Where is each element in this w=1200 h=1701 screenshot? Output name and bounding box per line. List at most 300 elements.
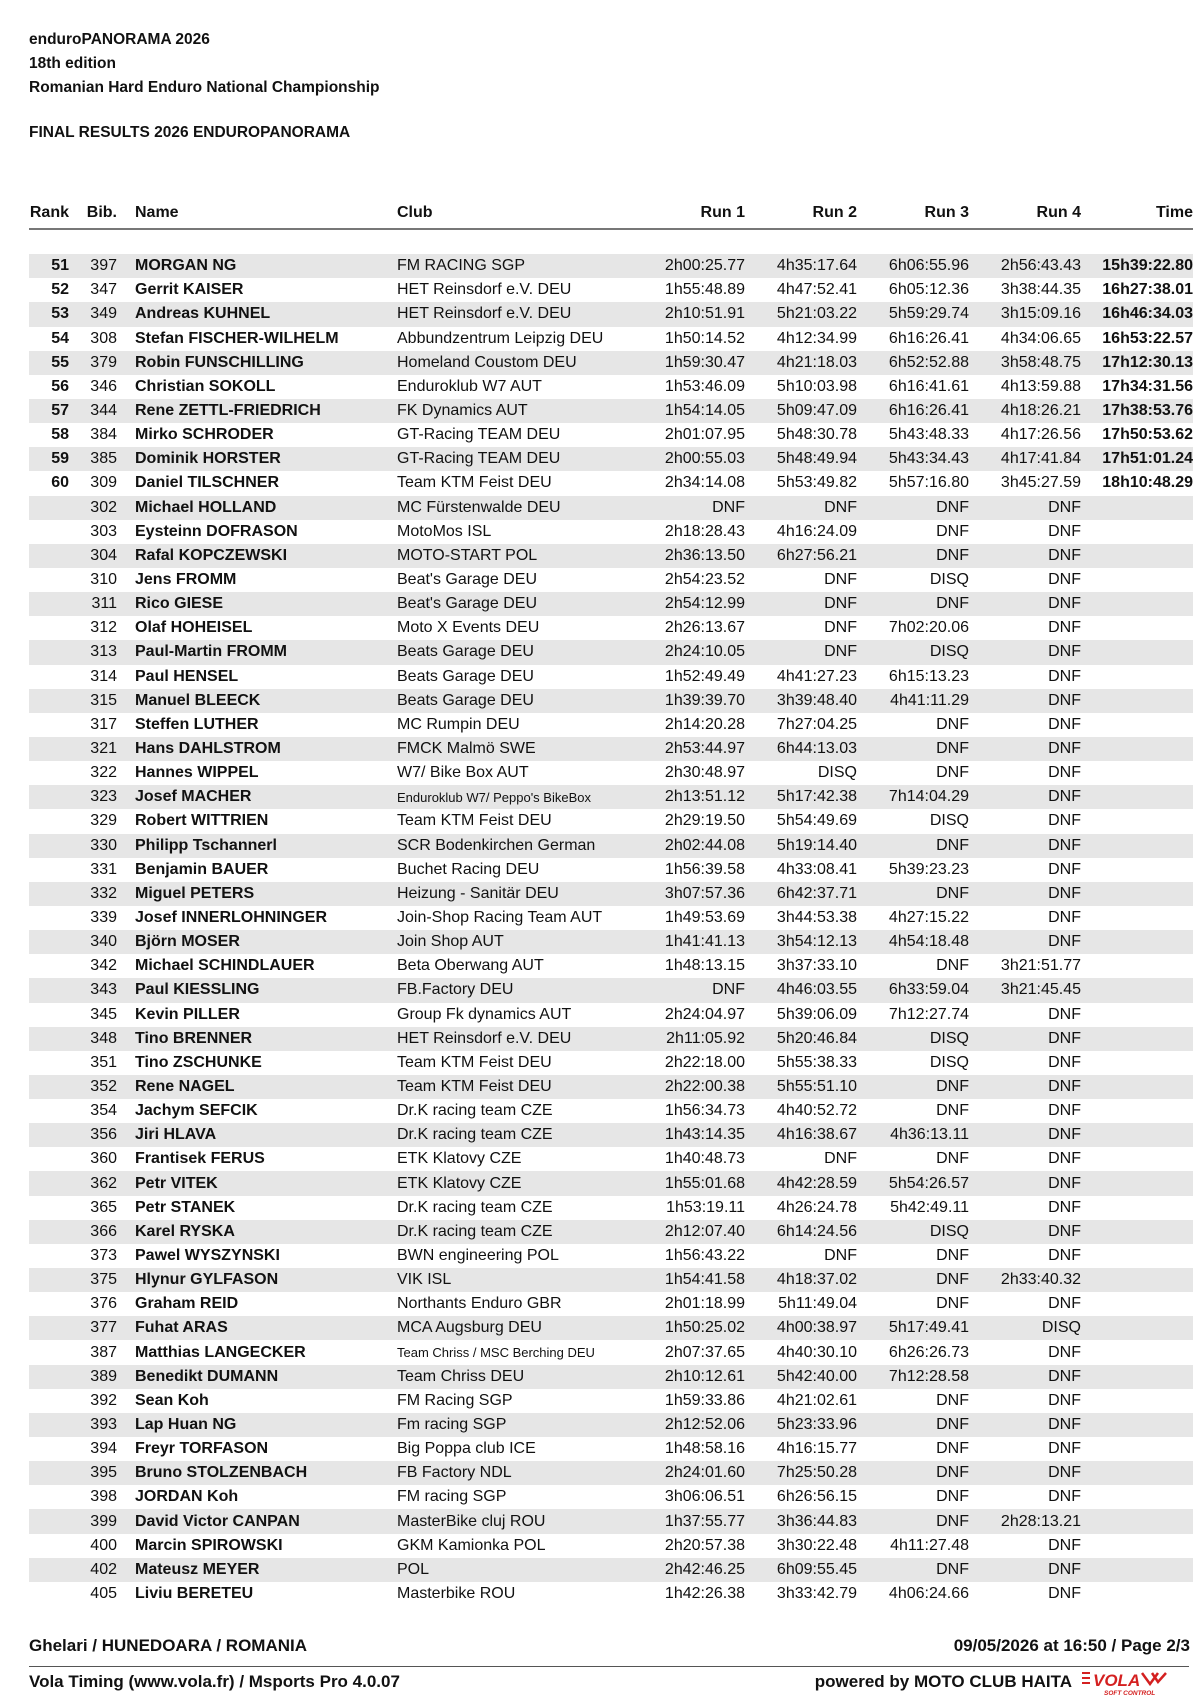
name-cell: Hans DAHLSTROM xyxy=(121,737,397,761)
bib-cell: 323 xyxy=(73,785,121,809)
run4-cell: DNF xyxy=(969,689,1081,713)
run1-cell: 1h59:33.86 xyxy=(664,1391,745,1409)
rank-cell xyxy=(29,858,73,882)
time-cell xyxy=(1081,1027,1193,1051)
table-row xyxy=(29,520,1193,544)
run1-cell: 2h11:05.92 xyxy=(633,1027,745,1051)
table-header-row xyxy=(29,198,1193,229)
club-cell: GT-Racing TEAM DEU xyxy=(397,426,561,444)
run2-cell: 4h16:38.67 xyxy=(745,1123,857,1147)
run3-cell: 5h39:23.23 xyxy=(888,860,969,878)
rank-cell: 54 xyxy=(51,329,69,347)
table-row xyxy=(29,1534,1193,1558)
run3-cell: DNF xyxy=(857,544,969,568)
run4-cell: 4h34:06.65 xyxy=(1000,329,1081,347)
table-row xyxy=(29,954,1193,978)
col-time: Time xyxy=(1081,198,1193,229)
run2-cell: 4h16:15.77 xyxy=(776,1440,857,1458)
bib-cell: 385 xyxy=(73,447,121,471)
run4-cell: DNF xyxy=(969,544,1081,568)
col-run4: Run 4 xyxy=(969,198,1081,229)
run2-cell: DNF xyxy=(824,1246,857,1264)
rank-cell xyxy=(29,1171,73,1195)
run2-cell: 6h09:55.45 xyxy=(745,1558,857,1582)
run1-cell: 2h30:48.97 xyxy=(664,764,745,782)
rank-cell xyxy=(29,1534,73,1558)
run2-cell: 5h20:46.84 xyxy=(745,1027,857,1051)
run4-cell: DNF xyxy=(1048,1391,1081,1409)
run3-cell: DNF xyxy=(857,882,969,906)
run3-cell: DISQ xyxy=(929,1053,969,1071)
run4-cell: DNF xyxy=(969,834,1081,858)
table-row xyxy=(29,785,1193,809)
col-club: Club xyxy=(397,198,633,229)
run1-cell: 1h53:46.09 xyxy=(664,377,745,395)
name-cell: Freyr TORFASON xyxy=(135,1440,269,1458)
time-cell xyxy=(1081,858,1193,882)
run1-cell: 2h00:25.77 xyxy=(633,254,745,278)
club-cell: HET Reinsdorf e.V. DEU xyxy=(397,1027,633,1051)
name-cell: Petr VITEK xyxy=(121,1171,397,1195)
time-cell xyxy=(1081,1316,1193,1340)
club-cell: FM RACING SGP xyxy=(397,254,633,278)
table-row xyxy=(29,858,1193,882)
table-row xyxy=(29,1461,1193,1485)
club-cell: Join-Shop Racing Team AUT xyxy=(397,909,603,926)
document-header xyxy=(29,28,380,100)
run2-cell: 3h44:53.38 xyxy=(776,909,857,926)
run4-cell: DISQ xyxy=(969,1316,1081,1340)
run1-cell: 2h18:28.43 xyxy=(664,522,745,540)
run3-cell: DNF xyxy=(857,496,969,520)
table-row xyxy=(29,906,1193,930)
run4-cell: DNF xyxy=(969,785,1081,809)
run3-cell: 5h42:49.11 xyxy=(890,1198,969,1216)
club-cell: Masterbike ROU xyxy=(397,1584,516,1602)
run4-cell: DNF xyxy=(1048,909,1081,926)
run1-cell: 2h01:07.95 xyxy=(664,426,745,444)
name-cell: Graham REID xyxy=(135,1295,239,1313)
run1-cell: 1h43:14.35 xyxy=(633,1123,745,1147)
time-cell xyxy=(1081,882,1193,906)
run2-cell: 5h55:38.33 xyxy=(776,1053,857,1071)
run4-cell: DNF xyxy=(1048,1488,1081,1506)
club-cell: BWN engineering POL xyxy=(397,1246,559,1264)
rank-cell: 51 xyxy=(29,254,73,278)
run2-cell: DISQ xyxy=(817,764,857,782)
run1-cell: 2h22:18.00 xyxy=(664,1053,745,1071)
table-row xyxy=(29,1051,1193,1075)
club-cell: Beat's Garage DEU xyxy=(397,571,538,589)
run1-cell: 2h10:51.91 xyxy=(633,302,745,326)
run2-cell: 6h26:56.15 xyxy=(776,1488,857,1506)
name-cell: Jachym SEFCIK xyxy=(135,1102,258,1120)
name-cell: Frantisek FERUS xyxy=(135,1150,265,1168)
table-row xyxy=(29,1075,1193,1099)
rank-cell: 59 xyxy=(29,447,73,471)
club-cell: HET Reinsdorf e.V. DEU xyxy=(397,302,633,326)
col-run2: Run 2 xyxy=(745,198,857,229)
run4-cell: DNF xyxy=(1048,667,1081,685)
run1-cell: 1h40:48.73 xyxy=(664,1150,745,1168)
bib-cell: 376 xyxy=(90,1295,117,1313)
bib-cell: 405 xyxy=(90,1584,117,1602)
run1-cell: 1h53:19.11 xyxy=(666,1198,745,1216)
run2-cell: 4h40:52.72 xyxy=(776,1102,857,1120)
run1-cell: 1h54:41.58 xyxy=(633,1268,745,1292)
rank-cell xyxy=(29,1027,73,1051)
bib-cell: 311 xyxy=(73,592,121,616)
table-row xyxy=(29,1485,1193,1509)
run4-cell: 3h45:27.59 xyxy=(1000,474,1081,492)
run3-cell: 4h54:18.48 xyxy=(857,930,969,954)
rank-cell: 52 xyxy=(51,281,69,299)
time-cell xyxy=(1081,1268,1193,1292)
run3-cell: DNF xyxy=(857,834,969,858)
run2-cell: 6h27:56.21 xyxy=(745,544,857,568)
run2-cell: 5h54:49.69 xyxy=(776,812,857,830)
name-cell: Lap Huan NG xyxy=(121,1413,397,1437)
time-cell xyxy=(1081,1147,1193,1171)
rank-cell xyxy=(29,1316,73,1340)
bib-cell: 365 xyxy=(90,1198,117,1216)
event-title: enduroPANORAMA 2026 xyxy=(29,31,210,48)
run3-cell: DNF xyxy=(857,737,969,761)
name-cell: Pawel WYSZYNSKI xyxy=(135,1246,280,1264)
name-cell: Gerrit KAISER xyxy=(135,281,244,299)
edition: 18th edition xyxy=(29,55,116,72)
bib-cell: 322 xyxy=(90,764,117,782)
table-row xyxy=(29,1123,1193,1147)
name-cell: David Victor CANPAN xyxy=(121,1509,397,1533)
name-cell: Paul HENSEL xyxy=(135,667,239,685)
bib-cell: 339 xyxy=(90,909,117,926)
col-name: Name xyxy=(121,198,397,229)
table-row xyxy=(29,568,1193,592)
rank-cell xyxy=(29,1123,73,1147)
run4-cell: DNF xyxy=(969,737,1081,761)
name-cell: Marcin SPIROWSKI xyxy=(135,1536,283,1554)
name-cell: Matthias LANGECKER xyxy=(135,1343,306,1361)
name-cell: JORDAN Koh xyxy=(135,1488,239,1506)
time-cell: 16h46:34.03 xyxy=(1081,302,1193,326)
run1-cell: 2h01:18.99 xyxy=(664,1295,745,1313)
run1-cell: 1h48:13.15 xyxy=(664,957,745,975)
rank-cell xyxy=(29,1413,73,1437)
table-row xyxy=(29,882,1193,906)
logo-subtext: SOFT CONTROL xyxy=(1104,1690,1156,1697)
run3-cell: DISQ xyxy=(857,1220,969,1244)
name-cell: Philipp Tschannerl xyxy=(121,834,397,858)
run2-cell: 3h33:42.79 xyxy=(776,1584,857,1602)
name-cell: Manuel BLEECK xyxy=(121,689,397,713)
club-cell: FK Dynamics AUT xyxy=(397,399,633,423)
name-cell: Eysteinn DOFRASON xyxy=(135,522,298,540)
rank-cell xyxy=(29,640,73,664)
table-row xyxy=(29,254,1193,278)
run4-cell: DNF xyxy=(1048,571,1081,589)
club-cell: MC Rumpin DEU xyxy=(397,715,520,733)
bib-cell: 345 xyxy=(90,1005,117,1023)
time-cell: 15h39:22.80 xyxy=(1081,254,1193,278)
club-cell: Team KTM Feist DEU xyxy=(397,812,552,830)
run1-cell: 2h26:13.67 xyxy=(664,619,745,637)
bib-cell: 389 xyxy=(73,1365,121,1389)
bib-cell: 377 xyxy=(73,1316,121,1340)
run4-cell: 4h17:26.56 xyxy=(1000,426,1081,444)
table-row xyxy=(29,1244,1193,1268)
rank-cell xyxy=(29,1196,73,1220)
bib-cell: 303 xyxy=(90,522,117,540)
bib-cell: 349 xyxy=(73,302,121,326)
run3-cell: DNF xyxy=(936,1295,969,1313)
bib-cell: 352 xyxy=(73,1075,121,1099)
time-cell xyxy=(1081,592,1193,616)
run1-cell: 2h10:12.61 xyxy=(633,1365,745,1389)
run3-cell: DNF xyxy=(857,1509,969,1533)
name-cell: Rene NAGEL xyxy=(121,1075,397,1099)
rank-cell xyxy=(29,1509,73,1533)
table-row xyxy=(29,1099,1193,1123)
run1-cell: 1h37:55.77 xyxy=(633,1509,745,1533)
run4-cell: 3h21:45.45 xyxy=(969,978,1081,1002)
name-cell: Rico GIESE xyxy=(121,592,397,616)
rank-cell xyxy=(29,520,73,544)
run1-cell: 2h02:44.08 xyxy=(633,834,745,858)
time-cell xyxy=(1081,978,1193,1002)
run1-cell: 1h55:01.68 xyxy=(633,1171,745,1195)
club-cell: Join Shop AUT xyxy=(397,930,633,954)
run1-cell: 3h07:57.36 xyxy=(633,882,745,906)
run1-cell: 1h59:30.47 xyxy=(633,351,745,375)
table-row xyxy=(29,737,1193,761)
name-cell: Tino BRENNER xyxy=(121,1027,397,1051)
footer-divider xyxy=(29,1666,1189,1667)
header-spacer xyxy=(29,229,1193,254)
rank-cell xyxy=(29,930,73,954)
club-cell: FM racing SGP xyxy=(397,1488,507,1506)
name-cell: Olaf HOHEISEL xyxy=(135,619,253,637)
rank-cell: 58 xyxy=(51,426,69,444)
bib-cell: 321 xyxy=(73,737,121,761)
run2-cell: 4h21:18.03 xyxy=(745,351,857,375)
time-cell xyxy=(1081,1051,1193,1075)
run2-cell: 4h18:37.02 xyxy=(745,1268,857,1292)
run2-cell: 6h42:37.71 xyxy=(745,882,857,906)
table-row xyxy=(29,1365,1193,1389)
club-cell: Beta Oberwang AUT xyxy=(397,957,544,975)
run2-cell: 4h35:17.64 xyxy=(745,254,857,278)
run2-cell: 3h37:33.10 xyxy=(776,957,857,975)
footer-location: Ghelari / HUNEDOARA / ROMANIA xyxy=(29,1636,308,1655)
time-cell xyxy=(1081,713,1193,737)
run4-cell: DNF xyxy=(1048,860,1081,878)
time-cell xyxy=(1081,785,1193,809)
run2-cell: 4h33:08.41 xyxy=(776,860,857,878)
time-cell xyxy=(1081,640,1193,664)
table-row xyxy=(29,544,1193,568)
name-cell: Mirko SCHRODER xyxy=(135,426,274,444)
run2-cell: 4h16:24.09 xyxy=(776,522,857,540)
run3-cell: DISQ xyxy=(857,640,969,664)
bib-cell: 393 xyxy=(73,1413,121,1437)
results-body xyxy=(29,229,1193,1606)
run3-cell: 6h52:52.88 xyxy=(857,351,969,375)
bib-cell: 400 xyxy=(90,1536,117,1554)
time-cell xyxy=(1081,1003,1193,1027)
run1-cell: 2h42:46.25 xyxy=(633,1558,745,1582)
name-cell: Björn MOSER xyxy=(121,930,397,954)
bib-cell: 331 xyxy=(90,860,117,878)
run1-cell: 1h56:43.22 xyxy=(664,1246,745,1264)
time-cell xyxy=(1081,809,1193,833)
rank-cell: 57 xyxy=(29,399,73,423)
club-cell: W7/ Bike Box AUT xyxy=(397,764,529,782)
run2-cell: 4h26:24.78 xyxy=(776,1198,857,1216)
run1-cell: 1h56:39.58 xyxy=(664,860,745,878)
club-cell: GT-Racing TEAM DEU xyxy=(397,447,633,471)
table-row xyxy=(29,1389,1193,1413)
bib-cell: 332 xyxy=(73,882,121,906)
table-row xyxy=(29,375,1193,399)
club-cell: Beat's Garage DEU xyxy=(397,592,633,616)
run2-cell: 3h54:12.13 xyxy=(745,930,857,954)
time-cell xyxy=(1081,1413,1193,1437)
rank-cell xyxy=(29,1389,73,1413)
table-row xyxy=(29,1437,1193,1461)
time-cell xyxy=(1081,930,1193,954)
name-cell: Dominik HORSTER xyxy=(121,447,397,471)
run4-cell: DNF xyxy=(1048,1440,1081,1458)
footer-powered-by: powered by MOTO CLUB HAITA xyxy=(814,1672,1072,1691)
run2-cell: 4h40:30.10 xyxy=(776,1343,857,1361)
name-cell: Benedikt DUMANN xyxy=(121,1365,397,1389)
run4-cell: 2h33:40.32 xyxy=(969,1268,1081,1292)
bib-cell: 329 xyxy=(90,812,117,830)
rank-cell: 55 xyxy=(29,351,73,375)
name-cell: Daniel TILSCHNER xyxy=(135,474,280,492)
run4-cell: 3h21:51.77 xyxy=(1000,957,1081,975)
table-row xyxy=(29,809,1193,833)
time-cell xyxy=(1081,1558,1193,1582)
table-row xyxy=(29,1292,1193,1316)
time-cell xyxy=(1081,1534,1193,1558)
name-cell: Rene ZETTL-FRIEDRICH xyxy=(121,399,397,423)
bib-cell: 354 xyxy=(90,1102,117,1120)
run1-cell: DNF xyxy=(633,496,745,520)
club-cell: Dr.K racing team CZE xyxy=(397,1198,553,1216)
club-cell: VIK ISL xyxy=(397,1268,633,1292)
run4-cell: DNF xyxy=(969,1123,1081,1147)
run3-cell: 7h12:28.58 xyxy=(857,1365,969,1389)
bib-cell: 313 xyxy=(73,640,121,664)
run3-cell: 5h43:48.33 xyxy=(888,426,969,444)
run1-cell: 2h54:23.52 xyxy=(664,571,745,589)
time-cell xyxy=(1081,1437,1193,1461)
run3-cell: 6h15:13.23 xyxy=(888,667,969,685)
run3-cell: 6h06:55.96 xyxy=(857,254,969,278)
run2-cell: 5h21:03.22 xyxy=(745,302,857,326)
name-cell: Steffen LUTHER xyxy=(135,715,259,733)
name-cell: Karel RYSKA xyxy=(121,1220,397,1244)
time-cell xyxy=(1081,568,1193,592)
run4-cell: DNF xyxy=(969,1075,1081,1099)
run1-cell: 2h36:13.50 xyxy=(633,544,745,568)
table-row xyxy=(29,423,1193,447)
bib-cell: 308 xyxy=(90,329,117,347)
name-cell: Benjamin BAUER xyxy=(135,860,269,878)
run4-cell: DNF xyxy=(969,1461,1081,1485)
name-cell: Jiri HLAVA xyxy=(121,1123,397,1147)
run3-cell: DNF xyxy=(936,957,969,975)
table-row xyxy=(29,1582,1193,1606)
rank-cell xyxy=(29,689,73,713)
bib-cell: 340 xyxy=(73,930,121,954)
run4-cell: DNF xyxy=(1048,1343,1081,1361)
run3-cell: DISQ xyxy=(857,1027,969,1051)
time-cell xyxy=(1081,1220,1193,1244)
run3-cell: DNF xyxy=(936,1246,969,1264)
club-cell: Abbundzentrum Leipzig DEU xyxy=(397,329,604,347)
rank-cell xyxy=(29,1485,73,1509)
time-cell xyxy=(1081,1509,1193,1533)
run1-cell: 1h42:26.38 xyxy=(664,1584,745,1602)
club-cell: MasterBike cluj ROU xyxy=(397,1509,633,1533)
club-cell: Fm racing SGP xyxy=(397,1413,633,1437)
run1-cell: 2h54:12.99 xyxy=(633,592,745,616)
run2-cell: 4h12:34.99 xyxy=(776,329,857,347)
rank-cell xyxy=(29,568,73,592)
time-cell xyxy=(1081,834,1193,858)
run3-cell: DNF xyxy=(936,1150,969,1168)
run4-cell: 4h17:41.84 xyxy=(969,447,1081,471)
run3-cell: 4h27:15.22 xyxy=(888,909,969,926)
bib-cell: 362 xyxy=(73,1171,121,1195)
club-cell: Homeland Coustom DEU xyxy=(397,351,633,375)
bib-cell: 398 xyxy=(90,1488,117,1506)
bib-cell: 346 xyxy=(90,377,117,395)
run1-cell: 2h07:37.65 xyxy=(664,1343,745,1361)
run4-cell: 3h38:44.35 xyxy=(1000,281,1081,299)
name-cell: Andreas KUHNEL xyxy=(121,302,397,326)
rank-cell xyxy=(29,954,73,978)
time-cell xyxy=(1081,1171,1193,1195)
name-cell: Stefan FISCHER-WILHELM xyxy=(135,329,339,347)
name-cell: Rafal KOPCZEWSKI xyxy=(121,544,397,568)
run2-cell: 5h17:42.38 xyxy=(745,785,857,809)
rank-cell xyxy=(29,737,73,761)
time-cell xyxy=(1081,544,1193,568)
run1-cell: 2h53:44.97 xyxy=(633,737,745,761)
run4-cell: DNF xyxy=(969,1365,1081,1389)
run3-cell: DISQ xyxy=(929,812,969,830)
rank-cell xyxy=(29,1147,73,1171)
run3-cell: DISQ xyxy=(929,571,969,589)
bib-cell: 395 xyxy=(73,1461,121,1485)
time-cell xyxy=(1081,665,1193,689)
rank-cell xyxy=(29,1292,73,1316)
run3-cell: 6h05:12.36 xyxy=(888,281,969,299)
run4-cell: DNF xyxy=(969,592,1081,616)
name-cell: Sean Koh xyxy=(135,1391,209,1409)
run1-cell: 2h14:20.28 xyxy=(664,715,745,733)
rank-cell: 56 xyxy=(51,377,69,395)
table-row xyxy=(29,713,1193,737)
championship-name: Romanian Hard Enduro National Championship xyxy=(29,79,380,96)
name-cell: Josef MACHER xyxy=(121,785,397,809)
run4-cell: DNF xyxy=(969,1027,1081,1051)
name-cell: Hlynur GYLFASON xyxy=(121,1268,397,1292)
